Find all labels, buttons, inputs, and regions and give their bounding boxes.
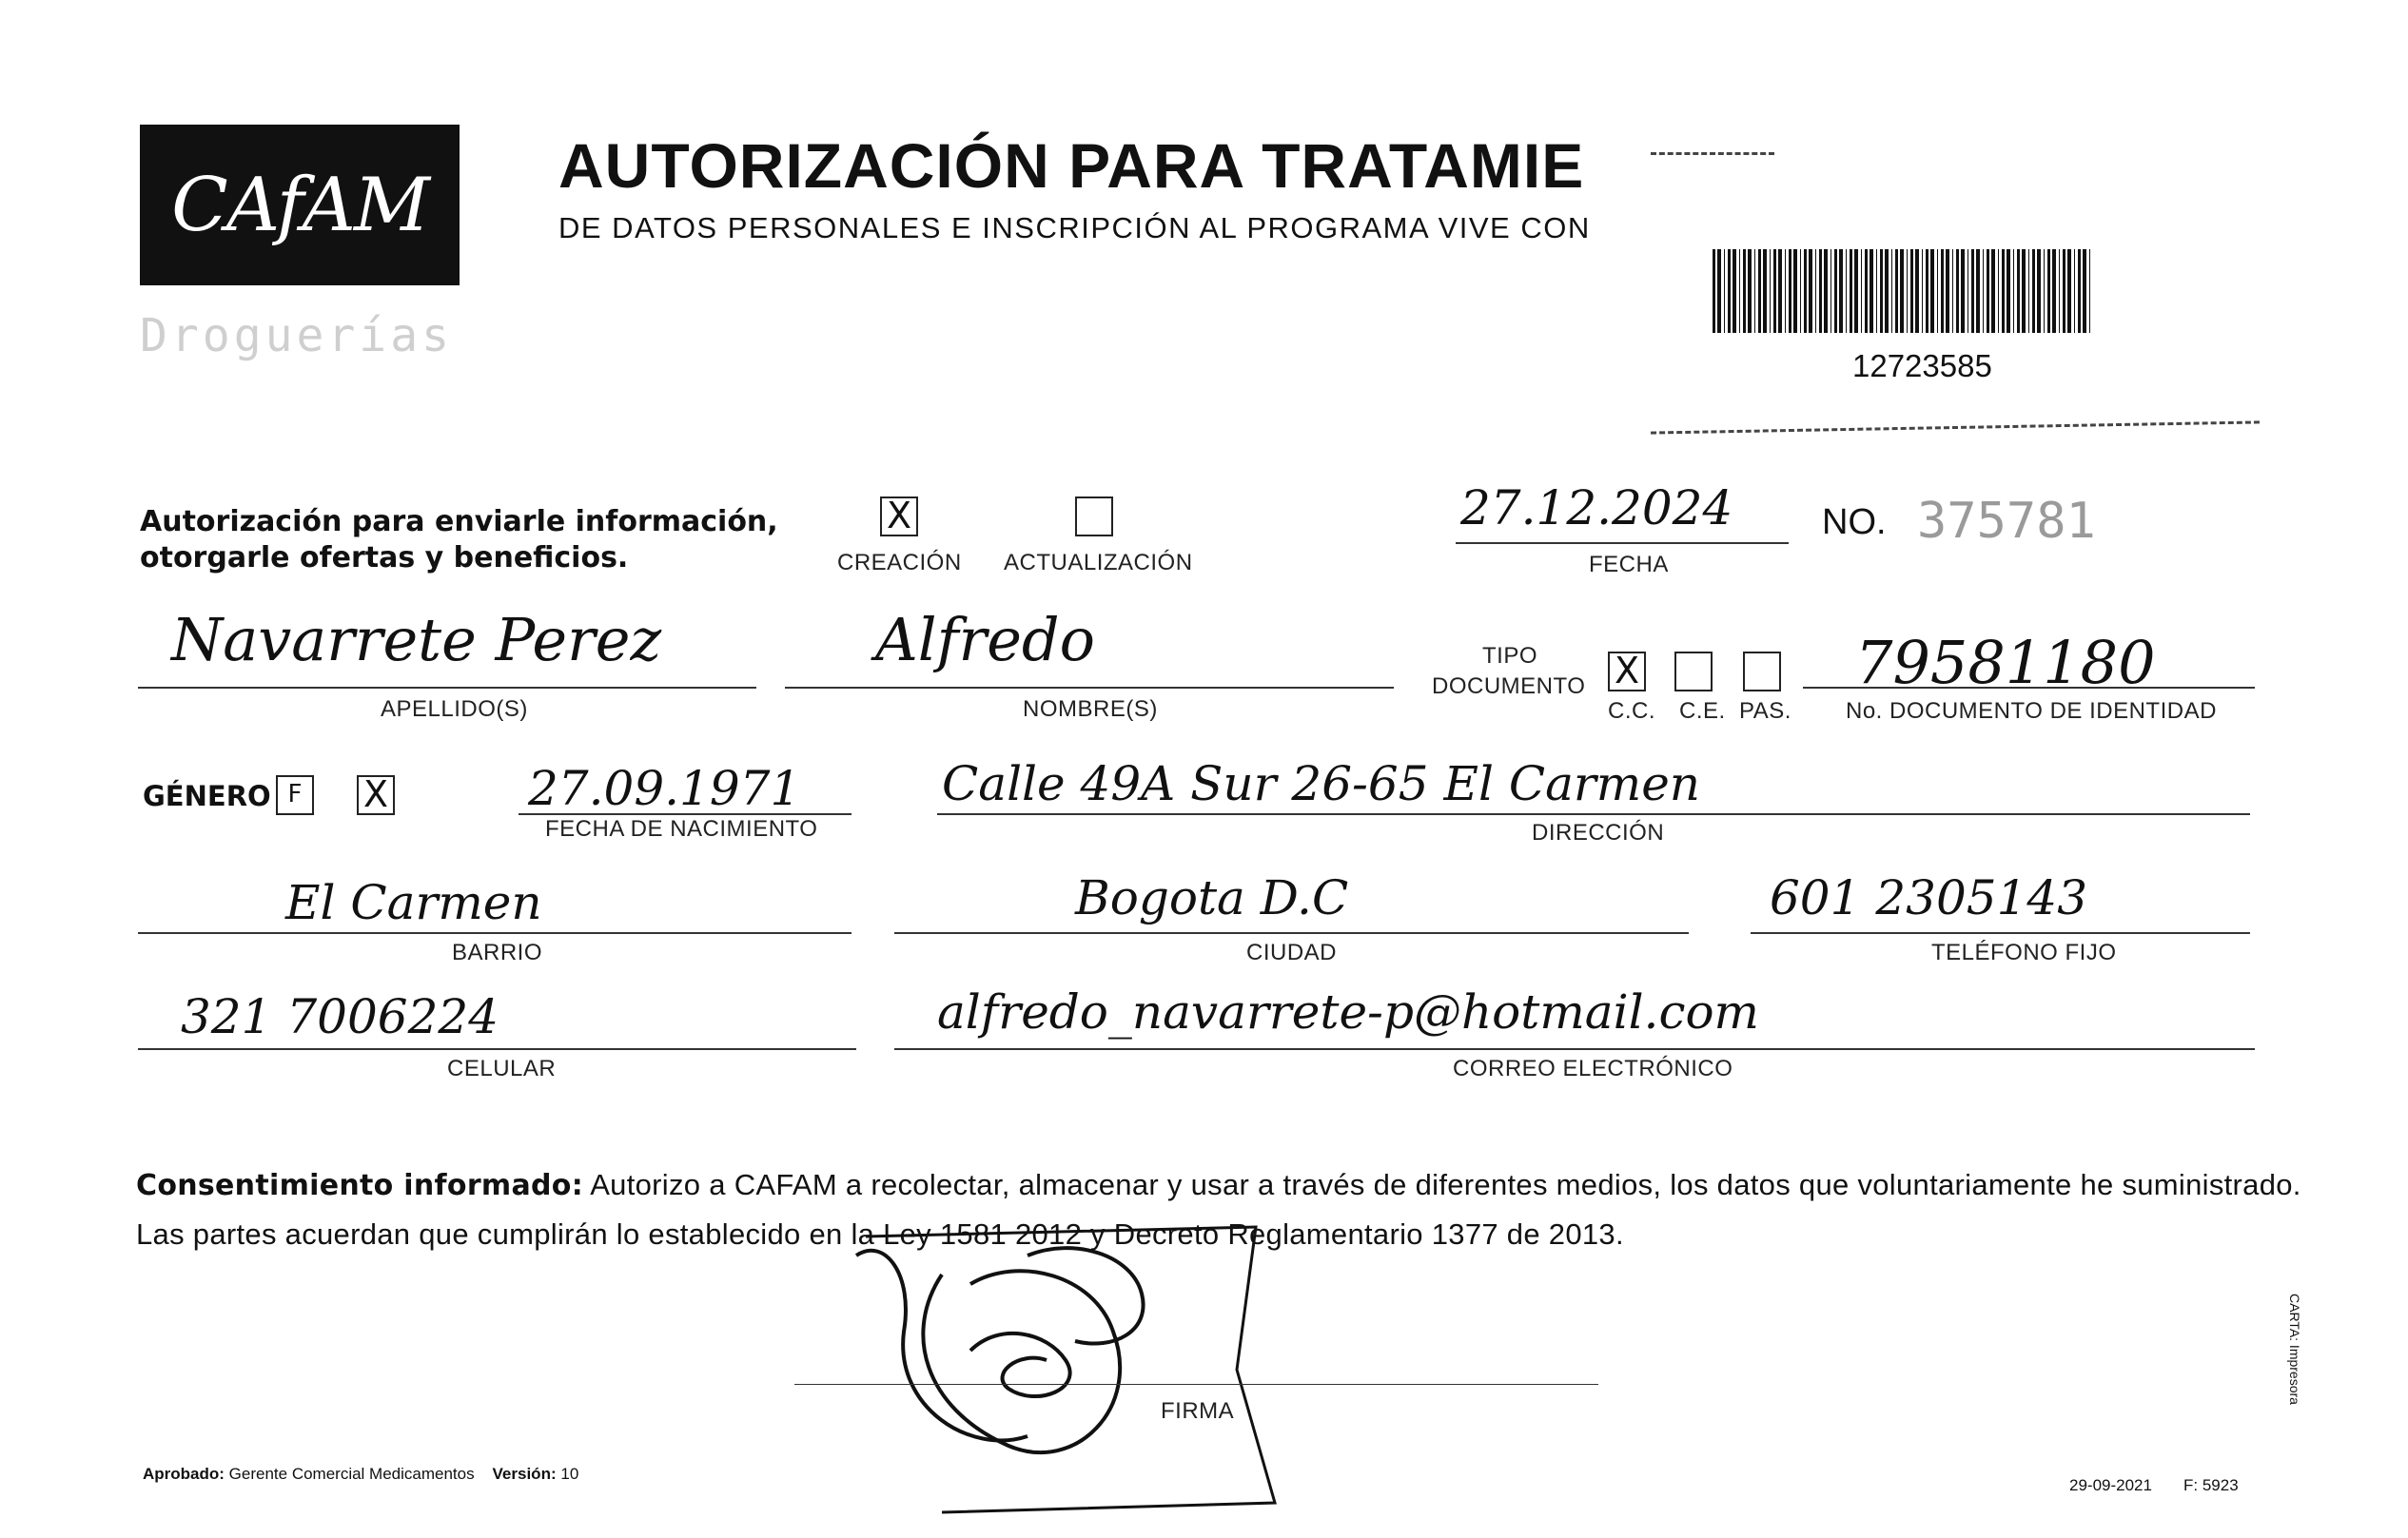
logo-text: CAfAM: [171, 162, 428, 248]
ciudad-label: CIUDAD: [1246, 940, 1338, 965]
pas-checkbox[interactable]: [1743, 652, 1781, 691]
celular-label: CELULAR: [447, 1056, 557, 1081]
telefono-label: TELÉFONO FIJO: [1931, 940, 2117, 965]
barcode-number: 12723585: [1852, 348, 1992, 383]
direccion-line: [937, 813, 2250, 815]
form-title: AUTORIZACIÓN PARA TRATAMIE: [558, 130, 1585, 201]
documento-value: 79581180: [1855, 628, 2156, 697]
genero-m-checkbox[interactable]: X: [357, 775, 395, 815]
aprobado-value: Gerente Comercial Medicamentos: [228, 1465, 475, 1483]
version-label: Versión:: [492, 1465, 557, 1483]
title-dash: [1651, 152, 1774, 155]
correo-value: alfredo_navarrete-p@hotmail.com: [937, 984, 1759, 1040]
actualizacion-label: ACTUALIZACIÓN: [1004, 550, 1193, 575]
fecha-value: 27.12.2024: [1460, 480, 1733, 535]
telefono-line: [1751, 932, 2250, 934]
version-value: 10: [560, 1465, 579, 1483]
creacion-checkbox[interactable]: X: [880, 496, 918, 536]
nombres-line: [785, 687, 1394, 689]
signature-stamp: [828, 1217, 1322, 1522]
correo-line: [894, 1048, 2255, 1050]
consent-line-2: Las partes acuerdan que cumplirán lo establecido en la Ley 1581 2012 y Decreto Reglamentario 1377 de 2013.: [136, 1217, 1624, 1251]
genero-f-checkbox[interactable]: F: [276, 775, 314, 815]
nombres-label: NOMBRE(S): [1023, 696, 1158, 722]
intro-line-1: Autorización para enviarle información,: [140, 505, 778, 538]
celular-line: [138, 1048, 856, 1050]
fecha-line: [1456, 542, 1789, 544]
ce-label: C.E.: [1679, 698, 1726, 724]
pas-label: PAS.: [1739, 698, 1791, 724]
form-subtitle: DE DATOS PERSONALES E INSCRIPCIÓN AL PROGRAMA VIVE CON: [558, 211, 1591, 244]
correo-label: CORREO ELECTRÓNICO: [1453, 1056, 1733, 1081]
documento-line: [1803, 687, 2255, 689]
barrio-line: [138, 932, 852, 934]
nacimiento-value: 27.09.1971: [528, 761, 801, 816]
apellidos-line: [138, 687, 756, 689]
logo-subtitle: Droguerías: [140, 309, 453, 362]
footer-aprobado: [143, 1465, 578, 1484]
cafam-logo: [140, 125, 460, 285]
barrio-value: El Carmen: [285, 875, 542, 930]
tipo-label: TIPO: [1482, 643, 1538, 669]
ce-checkbox[interactable]: [1674, 652, 1713, 691]
direccion-label: DIRECCIÓN: [1532, 820, 1665, 846]
fecha-label: FECHA: [1589, 552, 1669, 577]
no-label: NO.: [1822, 502, 1887, 542]
documento-number-label: No. DOCUMENTO DE IDENTIDAD: [1846, 698, 2217, 724]
genero-label: GÉNERO: [143, 780, 271, 812]
footer-vertical-text: CARTA: Impresora: [2287, 1294, 2302, 1405]
footer-form-code: F: 5923: [2183, 1476, 2239, 1494]
nacimiento-line: [519, 813, 852, 815]
authorization-intro: [140, 504, 778, 576]
apellidos-label: APELLIDO(S): [381, 696, 528, 722]
consent-line-1: [136, 1168, 2301, 1202]
celular-value: 321 7006224: [181, 989, 499, 1044]
ciudad-value: Bogota D.C: [1075, 870, 1349, 925]
barrio-label: BARRIO: [452, 940, 543, 965]
footer-date: 29-09-2021: [2069, 1476, 2152, 1494]
nacimiento-label: FECHA DE NACIMIENTO: [545, 816, 818, 842]
barcode: [1713, 249, 2093, 333]
aprobado-label: Aprobado:: [143, 1465, 225, 1483]
actualizacion-checkbox[interactable]: [1075, 496, 1113, 536]
header-dash-line: [1651, 420, 2260, 434]
apellidos-value: Navarrete Perez: [171, 605, 662, 674]
consent-heading: Consentimiento informado:: [136, 1169, 583, 1202]
form-number: 375781: [1917, 493, 2096, 550]
direccion-value: Calle 49A Sur 26-65 El Carmen: [942, 756, 1700, 811]
cc-label: C.C.: [1608, 698, 1655, 724]
firma-label: FIRMA: [1161, 1398, 1235, 1424]
documento-label: DOCUMENTO: [1432, 673, 1586, 699]
nombres-value: Alfredo: [875, 605, 1095, 674]
cc-checkbox[interactable]: X: [1608, 652, 1646, 691]
consent-text-1: Autorizo a CAFAM a recolectar, almacenar y usar a través de diferentes medios, los datos que voluntariamente he suministrado.: [583, 1168, 2301, 1201]
ciudad-line: [894, 932, 1689, 934]
telefono-value: 601 2305143: [1770, 870, 2088, 925]
creacion-label: CREACIÓN: [837, 550, 962, 575]
intro-line-2: otorgarle ofertas y beneficios.: [140, 541, 629, 574]
firma-line: [794, 1384, 1598, 1385]
